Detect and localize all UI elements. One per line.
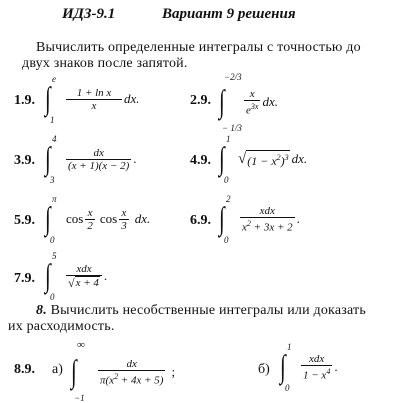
fraction [244,88,260,117]
problem-7-9-expression [45,251,108,302]
denominator-exponent: 4 [326,366,331,376]
problem-5-9-expression [45,194,151,245]
integral-sign: 1 ∫ 0 [219,134,231,185]
fraction [66,147,131,172]
radical-sign-icon: √ [68,275,75,290]
denominator [98,370,165,387]
numerator: xdx [76,262,92,275]
document-title: ИДЗ-9.1 [62,6,116,22]
lower-limit: 0 [224,235,229,245]
problem-4-9-number: 4.9. [190,153,211,168]
radicand: x + 4 [75,276,99,289]
task-intro [22,40,394,72]
radicand-base: (1 − x [247,154,277,168]
problem-7-9-number: 7.9. [14,271,35,286]
integral-sign: 4 ∫ 3 [45,134,57,185]
denominator-exponent: 2 [246,218,251,228]
problem-8-9a-expression [71,339,176,403]
problem-3-9-expression [45,134,137,185]
upper-limit: ∞ [77,339,85,351]
lower-limit: 0 [224,175,229,185]
denominator [301,365,332,382]
lower-limit: 0 [285,383,290,393]
problem-3-9-number: 3.9. [14,153,35,168]
upper-limit: −2/3 [224,72,242,82]
upper-limit: 1 [226,134,231,144]
denominator-base: 1 − x [303,369,327,382]
upper-limit: e [52,74,56,84]
radicand-close: ) [280,154,285,168]
numerator: dx [93,146,104,159]
semicolon: ; [171,364,176,379]
fraction [66,263,102,290]
upper-limit: 5 [52,251,57,261]
denominator-base: x [242,221,247,234]
lower-limit: −1 [74,393,85,403]
cos-function-2: cos [99,211,118,226]
denominator: 3 [121,219,127,232]
denominator: x [66,99,122,112]
problem-2-9-expression [219,72,278,133]
integral-sign: 1 ∫ 0 [280,342,292,393]
lower-limit: 1 [50,115,55,125]
denominator-exponent: 3x [250,101,259,111]
integral-sign: e ∫ 1 [45,74,56,125]
cos-function-1: cos [66,211,84,226]
lower-limit: 3 [50,175,55,185]
square-root [238,150,290,168]
denominator-base: π(x [100,374,115,387]
variant-title: Вариант 9 решения [162,6,296,22]
task-8-line2: их расходимость. [8,319,115,334]
differential: dx. [291,151,308,166]
denominator-rest: + 4x + 5) [118,374,164,387]
denominator-base: e [246,104,251,117]
period: . [103,268,108,283]
problem-8-9-number: 8.9. [14,362,35,377]
problem-2-9-number: 2.9. [190,93,211,108]
integral-sign: 2 ∫ 0 [219,194,231,245]
period: . [334,359,338,374]
numerator: x [87,206,93,219]
numerator: x [249,87,255,100]
numerator: dx [126,357,137,370]
denominator-exponent: 2 [114,371,119,381]
fraction-1 [85,207,95,232]
part-a-label: а) [52,362,63,377]
integral-sign: 5 ∫ 0 [45,251,57,302]
differential: dx. [134,211,151,226]
upper-limit: π [52,194,57,204]
integral-sign: π ∫ 0 [45,194,57,245]
task-8-label: 8. [36,303,47,318]
problem-6-9-expression [219,194,300,245]
lower-limit: 0 [50,292,55,302]
task-intro-line2: двух знаков после запятой. [22,56,188,71]
part-b-label: б) [258,362,270,377]
fraction [301,353,332,382]
inner-exponent: 2 [276,153,281,162]
numerator: 1 + ln x [76,86,112,99]
upper-limit: 2 [226,194,231,204]
numerator: x [121,206,127,219]
integral-sign: −2/3 ∫ − 1/3 [219,72,242,133]
fraction-2 [119,207,129,232]
differential: dx. [124,91,140,106]
fraction [98,358,165,387]
task-8-intro [8,303,394,335]
numerator: xdx [309,352,325,365]
lower-limit: 0 [50,235,55,245]
fraction [240,205,295,234]
differential: dx. [262,94,278,109]
upper-limit: 1 [287,342,292,352]
denominator [244,100,260,117]
problem-1-9-expression [45,74,140,125]
task-intro-line1: Вычислить определенные интегралы с точностью до [36,40,361,55]
fraction [66,87,122,112]
lower-limit: − 1/3 [222,123,242,133]
problem-5-9-number: 5.9. [14,213,35,228]
radical-sign-icon: √ [238,150,247,167]
problem-1-9-number: 1.9. [14,93,35,108]
outer-exponent: 3 [284,153,289,162]
denominator [66,275,102,290]
problem-4-9-expression [219,134,308,185]
square-root [68,276,100,290]
integral-sign: ∞ ∫ −1 [71,339,85,403]
radicand [246,150,289,168]
problem-6-9-number: 6.9. [190,213,211,228]
denominator: (x + 1)(x − 2) [68,159,130,172]
upper-limit: 4 [52,134,57,144]
denominator-rest: + 3x + 2 [250,221,293,234]
period: . [296,211,300,226]
problem-8-9b-expression [280,342,338,393]
period: . [133,151,137,166]
denominator: 2 [87,219,93,232]
task-8-line1: Вычислить несобственные интегралы или доказать [50,303,366,318]
numerator: xdx [259,204,275,217]
denominator [240,217,295,234]
